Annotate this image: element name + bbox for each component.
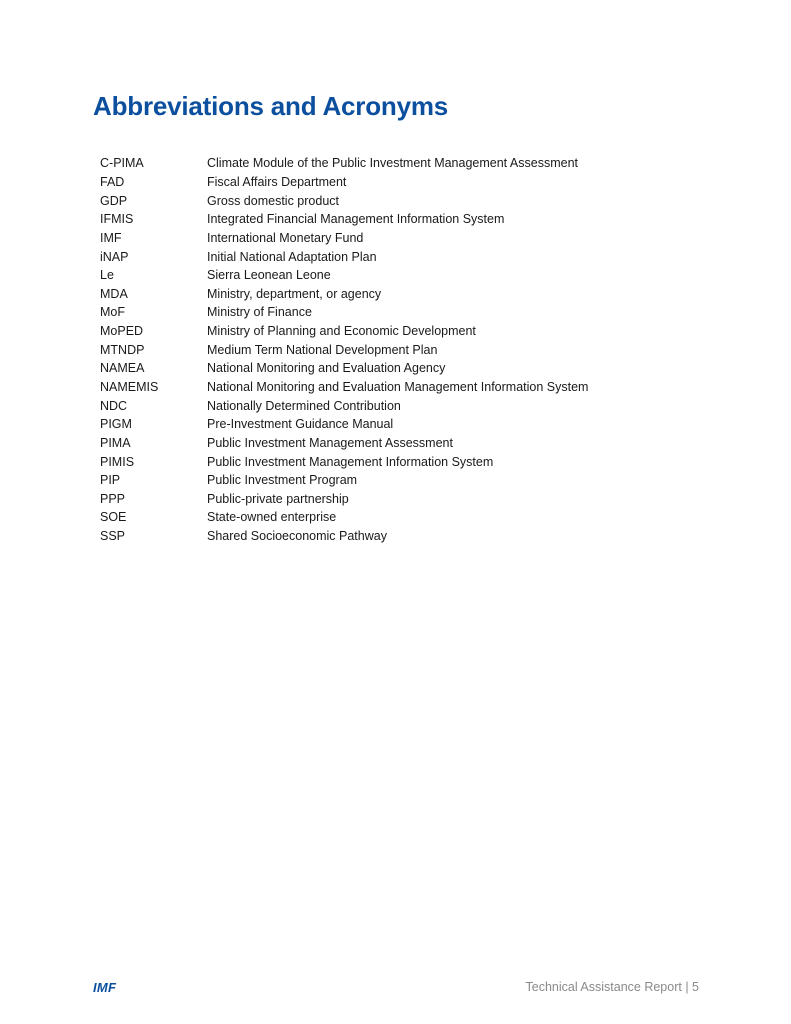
abbreviation-row	[100, 508, 720, 527]
abbreviation-term: MoPED	[100, 324, 144, 339]
abbreviation-term: MTNDP	[100, 342, 145, 357]
abbreviation-row	[100, 191, 720, 210]
abbreviation-definition: Climate Module of the Public Investment Management Assessment	[207, 156, 579, 171]
abbreviation-definition: Initial National Adaptation Plan	[207, 249, 377, 264]
abbreviation-term: PIGM	[100, 417, 132, 432]
abbreviation-term: GDP	[100, 193, 128, 208]
abbreviation-term: IMF	[100, 230, 122, 245]
abbreviation-row	[100, 303, 720, 322]
abbreviation-row	[100, 210, 720, 229]
abbreviation-term: SOE	[100, 510, 127, 525]
abbreviations-list	[100, 154, 720, 545]
abbreviation-definition: Ministry of Finance	[207, 305, 312, 320]
abbreviation-term: MDA	[100, 286, 128, 301]
abbreviation-definition: Public-private partnership	[207, 491, 349, 506]
abbreviation-row	[100, 359, 720, 378]
abbreviation-definition: Pre-Investment Guidance Manual	[207, 417, 394, 432]
report-footer-label: Technical Assistance Report | 5	[525, 980, 699, 994]
abbreviation-term: C-PIMA	[100, 156, 144, 171]
abbreviation-row	[100, 247, 720, 266]
abbreviation-row	[100, 173, 720, 192]
abbreviation-term: PIP	[100, 473, 121, 488]
imf-logo: IMF	[93, 980, 117, 995]
abbreviation-row	[100, 378, 720, 397]
abbreviation-definition: International Monetary Fund	[207, 230, 364, 245]
abbreviation-row	[100, 322, 720, 341]
abbreviation-definition: State-owned enterprise	[207, 510, 337, 525]
abbreviation-definition: Ministry of Planning and Economic Development	[207, 324, 476, 339]
abbreviation-row	[100, 396, 720, 415]
abbreviation-row	[100, 434, 720, 453]
abbreviation-row	[100, 527, 720, 546]
abbreviation-term: NDC	[100, 398, 128, 413]
abbreviation-row	[100, 154, 720, 173]
abbreviation-definition: Public Investment Management Information System	[207, 454, 494, 469]
abbreviation-definition: Medium Term National Development Plan	[207, 342, 438, 357]
abbreviation-term: IFMIS	[100, 212, 134, 227]
abbreviation-definition: National Monitoring and Evaluation Agency	[207, 361, 446, 376]
abbreviation-row	[100, 284, 720, 303]
abbreviation-term: NAMEA	[100, 361, 145, 376]
abbreviation-definition: Ministry, department, or agency	[207, 286, 382, 301]
abbreviation-term: PPP	[100, 491, 126, 506]
abbreviation-definition: National Monitoring and Evaluation Management Information System	[207, 380, 589, 394]
abbreviation-term: NAMEMIS	[100, 380, 159, 394]
abbreviation-term: iNAP	[100, 249, 129, 264]
abbreviation-row	[100, 452, 720, 471]
abbreviation-row	[100, 471, 720, 490]
abbreviation-term: Le	[100, 268, 114, 283]
abbreviation-term: SSP	[100, 529, 126, 544]
abbreviation-definition: Nationally Determined Contribution	[207, 398, 401, 413]
abbreviation-term: MoF	[100, 305, 125, 320]
abbreviation-row	[100, 266, 720, 285]
abbreviation-definition: Shared Socioeconomic Pathway	[207, 529, 387, 544]
page-title: Abbreviations and Acronyms	[93, 91, 449, 121]
abbreviation-definition: Integrated Financial Management Information System	[207, 212, 505, 227]
abbreviation-definition: Public Investment Program	[207, 473, 358, 488]
abbreviation-definition: Fiscal Affairs Department	[207, 174, 347, 189]
abbreviation-row	[100, 415, 720, 434]
abbreviation-term: PIMIS	[100, 454, 135, 469]
abbreviation-term: PIMA	[100, 435, 131, 450]
abbreviation-definition: Public Investment Management Assessment	[207, 435, 453, 450]
abbreviation-row	[100, 229, 720, 248]
abbreviation-definition: Gross domestic product	[207, 193, 339, 208]
abbreviation-row	[100, 490, 720, 509]
abbreviation-row	[100, 340, 720, 359]
abbreviation-term: FAD	[100, 174, 125, 189]
abbreviation-definition: Sierra Leonean Leone	[207, 268, 331, 283]
